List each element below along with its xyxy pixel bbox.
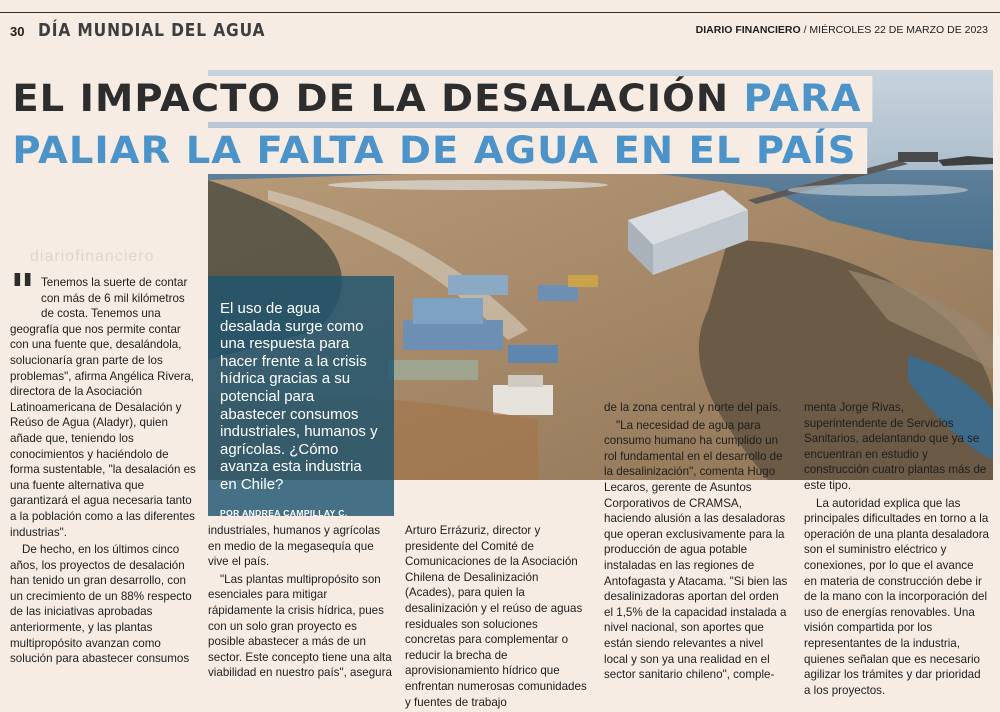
header-rule (0, 12, 1000, 13)
paragraph: Tenemos la suerte de contar con más de 6 mil kilómetros de costa. Tenemos una geografía que nos permite contar con una fuente que, desalándola, solucionaría gran parte de los problemas", afirma Angélica Rivera, directora de la Asociación Latinoamericana de Desalación y Reúso de Agua (Aladyr), quien añade que, teniendo los conocimientos y haciéndolo de forma sustentable, "la desalación es una fuente alternativa que garantizará el agua necesaria tanto a la población como a las diferentes industrias". (10, 276, 196, 539)
paragraph: de la zona central y norte del país. (604, 401, 782, 414)
headline-line-1-dark: EL IMPACTO DE LA DESALACIÓN (12, 77, 730, 120)
teaser-box (208, 276, 394, 516)
headline (4, 76, 862, 180)
article-column-4 (604, 400, 789, 685)
paragraph: "Las plantas multipropósito son esenciales para mitigar rápidamente la crisis hídrica, pues con un solo gran proyecto es posible abastecer a más de un sector. Este concepto tiene una alta viabilidad en nuestro país", asegura (208, 572, 392, 680)
headline-line-1-blue: PARA (743, 77, 862, 120)
paragraph: industriales, humanos y agrícolas en medio de la megasequía que vive el país. (208, 524, 381, 569)
article-column-3 (405, 523, 591, 712)
page-number: 30 (10, 24, 25, 39)
article-column-2 (208, 523, 394, 683)
paragraph: La autoridad explica que las principales dificultades en torno a la operación de una planta desaladora son el suministro eléctrico y conexiones, por lo que el avance en materia de construcción debe ir de la mano con la incorporación del uso de energías renovables. Una visión compartida por los representantes de la industria, quienes señalan que es necesario agilizar los trámites y dar prioridad a los proyectos. (804, 496, 990, 697)
paragraph: De hecho, en los últimos cinco años, los proyectos de desalación han tenido un gran desarrollo, con un crecimiento de un 88% respecto de las iniciativas aprobadas anteriormente, y las plantas multipropósito avanzan como solución para abastecer consumos (10, 543, 192, 666)
headline-line-2-blue: PALIAR LA FALTA DE AGUA EN EL PAÍS (12, 129, 857, 172)
headline-line-1 (4, 76, 872, 122)
article-column-1 (10, 264, 200, 669)
teaser-text: El uso de agua desalada surge como una respuesta para hacer frente a la crisis hídrica gracias a su potencial para abastecer consumos industriales, humanos y agrícolas. ¿Cómo avanza esta industria en Chile? (220, 300, 378, 493)
article-column-5 (804, 400, 989, 700)
byline: POR ANDREA CAMPILLAY C. (220, 507, 348, 518)
headline-line-2 (4, 128, 867, 174)
paper-info (696, 24, 988, 36)
paragraph: Arturo Errázuriz, director y presidente del Comité de Comunicaciones de la Asociación Chilena de Desalinización (Acades), para quien la desalinización y el reúso de aguas residuales son soluciones concretas para complementar o reducir la brecha de aprovisionamiento hídrico que enfrentan numerosas comunidades y fuentes de trabajo (405, 524, 587, 709)
watermark: diariofinanciero (30, 248, 155, 265)
publication-date: / MIÉRCOLES 22 DE MARZO DE 2023 (803, 24, 988, 36)
paragraph: menta Jorge Rivas, superintendente de Servicios Sanitarios, adelantando que ya se encuentran en estudio y construcción cuatro plantas más de este tipo. (804, 401, 987, 492)
paragraph: "La necesidad de agua para consumo humano ha cumplido un rol fundamental en el desarrollo de la desalinización", comenta Hugo Lecaros, gerente de Asuntos Corporativos de CRAMSA, haciendo alusión a las desaladoras que operan exclusivamente para la producción de agua potable instaladas en las regiones de Antofagasta y Atacama. "Si bien las desalinizadoras aportan del orden el 1,5% de la capacidad instalada a nivel nacional, son aportes que están siendo relevantes a nivel local y son ya una realidad en el sector sanitario chileno", comple- (604, 418, 788, 682)
section-title: DÍA MUNDIAL DEL AGUA (38, 20, 266, 41)
paper-name: DIARIO FINANCIERO (695, 24, 801, 36)
opening-quote-mark: " (10, 264, 36, 320)
